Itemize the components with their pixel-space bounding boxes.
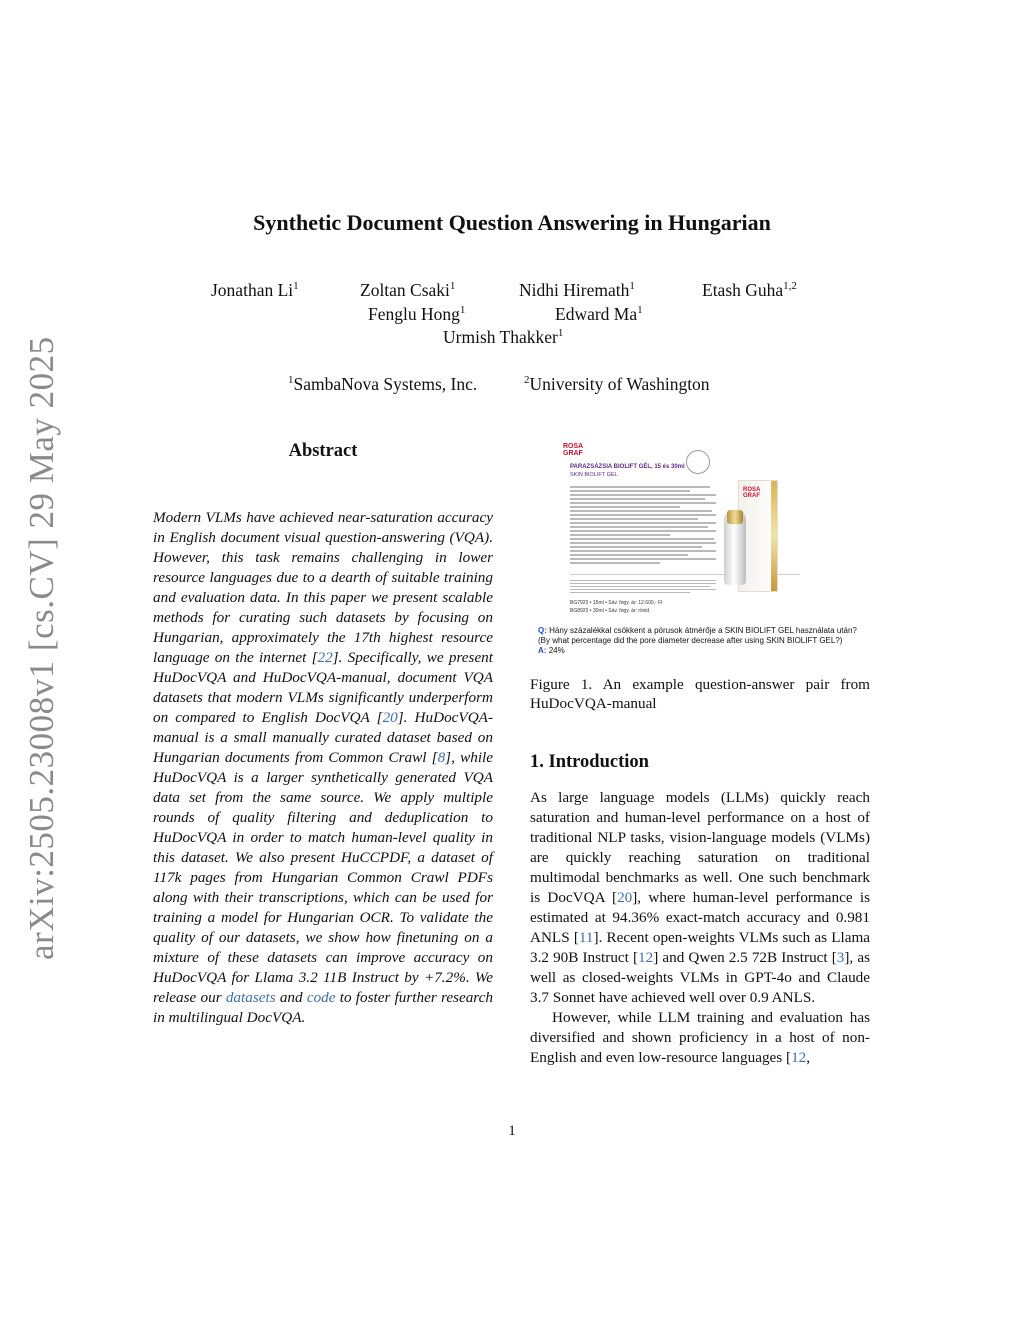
qa-pair: Q: Hány százalékkal csökkent a pórusok átmérője a SKIN BIOLIFT GEL használata után? (By what percentage did the pore diameter decrease after using SKIN BIOLIFT GEL?) A: 24% — [538, 626, 857, 655]
citation-link[interactable]: 20 — [382, 709, 398, 726]
citation-link[interactable]: 12 — [638, 949, 654, 966]
citation-link[interactable]: 20 — [617, 889, 633, 906]
arxiv-stamp: arXiv:2505.23008v1 [cs.CV] 29 May 2025 — [22, 336, 61, 960]
author-1: Jonathan Li$^1$ — [211, 280, 299, 300]
abstract-body: Modern VLMs have achieved near-saturation accuracy in English document visual question-answering (VQA). However, this task remains challenging in lower resource languages due to a dearth of suitable training and evaluation data. In this paper we present scalable methods for curating such datasets by focusing on Hungarian, approximately the 17th highest resource language on the internet [22]. Specifically, we present HuDocVQA and HuDocVQA-manual, document VQA datasets that modern VLMs significantly underperform on compared to English DocVQA [20]. HuDocVQA-manual is a small manually curated dataset based on Hungarian documents from Common Crawl [8], while HuDocVQA is a larger synthetically generated VQA data set from the same source. We apply multiple rounds of quality filtering and deduplication to HuDocVQA in order to match human-level quality in this dataset. We also present HuCCPDF, a dataset of 117k pages from Hungarian Common Crawl PDFs along with their transcriptions, which can be used for training a model for Hungarian OCR. To validate the quality of our datasets, we show how finetuning on a mixture of these datasets can improve accuracy on HuDocVQA for Llama 3.2 11B Instruct by +7.2%. We release our datasets and code to foster further research in multilingual DocVQA. — [153, 509, 494, 1026]
citation-link[interactable]: 8 — [437, 749, 446, 766]
price-row-1: BG7920 • 15ml • Sáv. fogy. ár: 12.600,- Ft — [570, 600, 663, 606]
price-row-2: BG8920 • 30ml • Sáv. fogy. ár: rövid — [570, 608, 650, 614]
page-number: 1 — [508, 1123, 516, 1139]
fine-print-lines — [570, 578, 718, 595]
section-heading: 1. Introduction — [530, 752, 649, 772]
product-subtitle: SKIN BIOLIFT GEL — [570, 472, 618, 478]
author-5: Fenglu Hong$^1$ — [368, 304, 466, 324]
author-4: Etash Guha$^{1,2}$ — [702, 280, 797, 300]
author-3: Nidhi Hiremath$^1$ — [519, 280, 635, 300]
product-title: PARAZSÁZSIA BIOLIFT GÉL, 15 és 30ml — [570, 464, 685, 470]
author-7: Urmish Thakker$^1$ — [443, 327, 564, 347]
intro-paragraph-1: As large language models (LLMs) quickly reach saturation and human-level performance on a host of traditional NLP tasks, vision-language models (VLMs) are quickly reaching saturation on traditional multimodal benchmarks as well. One such benchmark is DocVQA [20], where human-level performance is estimated at 94.36% exact-match accuracy and 0.981 ANLS [11]. Recent open-weights VLMs such as Llama 3.2 90B Instruct [12] and Qwen 2.5 72B Instruct [3], as well as closed-weights VLMs in GPT-4o and Claude 3.7 Sonnet have achieved well over 0.9 ANLS. — [530, 789, 871, 1006]
figure-caption: Figure 1. An example question-answer pair from HuDocVQA-manual — [530, 676, 870, 712]
affiliation-2: $^2$University of Washington — [524, 374, 710, 394]
product-box: ROSA GRAF — [738, 480, 778, 592]
affiliation-1: $^1$SambaNova Systems, Inc. — [288, 374, 478, 394]
citation-link[interactable]: 11 — [578, 929, 594, 946]
code-link[interactable]: code — [306, 989, 336, 1006]
author-2: Zoltan Csaki$^1$ — [360, 280, 456, 300]
brand-logo: ROSA GRAF — [563, 443, 583, 457]
abstract-heading: Abstract — [288, 441, 358, 461]
citation-link[interactable]: 3 — [836, 949, 845, 966]
citation-link[interactable]: 22 — [317, 649, 333, 666]
product-jar — [724, 510, 746, 585]
citation-link[interactable]: 12 — [791, 1049, 807, 1066]
figure-1 — [538, 440, 870, 662]
product-text-lines — [570, 484, 718, 566]
introduction-body — [530, 788, 870, 1068]
intro-paragraph-2: However, while LLM training and evaluation has diversified and shown proficiency in a host of non-English and even low-resource languages [12, — [530, 1009, 870, 1066]
author-6: Edward Ma$^1$ — [555, 304, 643, 324]
seal-icon — [686, 450, 710, 474]
document-image — [558, 440, 870, 622]
paper-title: Synthetic Document Question Answering in Hungarian — [253, 210, 771, 235]
datasets-link[interactable]: datasets — [225, 989, 276, 1006]
